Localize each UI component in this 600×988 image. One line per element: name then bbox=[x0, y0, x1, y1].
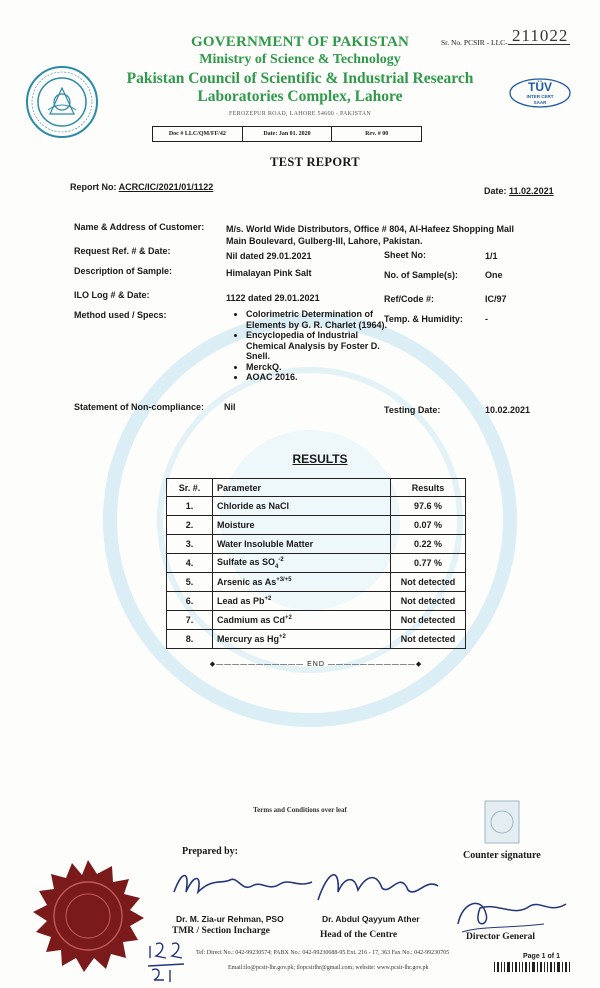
table-row bbox=[167, 554, 466, 573]
row-sr: 1. bbox=[167, 497, 213, 516]
official-stamp-icon bbox=[28, 856, 148, 976]
signature-3-icon bbox=[452, 888, 572, 936]
end-marker: ◆――――――――――― END ―――――――――――◆ bbox=[209, 661, 423, 668]
customer-address-line1: M/s. World Wide Distributors, Office # 804, Al-Hafeez Shopping Mall bbox=[226, 224, 514, 234]
serial-number-label: Sr. No. PCSIR - LLC- bbox=[441, 38, 508, 47]
testing-date-value: 10.02.2021 bbox=[485, 405, 531, 415]
tuv-subtext-2: SAAR bbox=[533, 100, 547, 105]
description-value: Himalayan Pink Salt bbox=[226, 268, 312, 278]
signatory-2-name: Dr. Abdul Qayyum Ather bbox=[322, 914, 420, 924]
parameter-subscript: 4 bbox=[275, 563, 279, 570]
customer-address-line2: Main Boulevard, Gulberg-III, Lahore, Pakistan. bbox=[226, 236, 423, 246]
row-parameter bbox=[213, 611, 391, 630]
temp-humidity-value: - bbox=[485, 314, 488, 324]
row-result: 0.07 % bbox=[391, 516, 466, 535]
report-number-row bbox=[70, 182, 213, 192]
end-text: END bbox=[307, 661, 325, 668]
table-row bbox=[167, 535, 466, 554]
table-row bbox=[167, 497, 466, 516]
row-parameter bbox=[213, 535, 391, 554]
serial-number-underline bbox=[508, 44, 570, 45]
table-row bbox=[167, 516, 466, 535]
row-parameter bbox=[213, 630, 391, 649]
parameter-text: Sulfate as SO bbox=[217, 556, 276, 567]
row-result: Not detected bbox=[391, 630, 466, 649]
row-sr: 7. bbox=[167, 611, 213, 630]
request-label: Request Ref. # & Date: bbox=[74, 246, 171, 256]
signatory-3-title: Director General bbox=[466, 932, 536, 942]
row-result: 97.6 % bbox=[391, 497, 466, 516]
parameter-superscript: +3/+5 bbox=[276, 577, 292, 583]
government-title: GOVERNMENT OF PAKISTAN bbox=[190, 34, 410, 50]
sheet-label: Sheet No: bbox=[384, 250, 427, 260]
signature-1-icon bbox=[168, 862, 318, 906]
terms-note: Terms and Conditions over leaf bbox=[253, 806, 347, 814]
document-control-box bbox=[152, 126, 422, 142]
parameter-text: Lead as Pb bbox=[217, 596, 265, 606]
testing-date-label: Testing Date: bbox=[384, 405, 441, 415]
row-parameter bbox=[213, 497, 391, 516]
header-sr: Sr. #. bbox=[167, 479, 213, 497]
signatory-1-title: TMR / Section Incharge bbox=[172, 926, 270, 936]
results-table bbox=[166, 478, 466, 649]
table-row bbox=[167, 573, 466, 592]
parameter-text: Cadmium as Cd bbox=[217, 615, 286, 625]
barcode-icon bbox=[494, 962, 570, 972]
contact-phone-line: Tel: Direct No.: 042-99230574; PABX No.: 042-99230688-95 Ext. 216 - 17, 363 Fax No.: 042-99230705 bbox=[196, 950, 450, 956]
tuv-logo-icon bbox=[509, 78, 571, 108]
row-sr: 2. bbox=[167, 516, 213, 535]
method-item: • Colorimetric Determination of Elements by G. R. Charlet (1964). bbox=[246, 309, 396, 330]
temp-humidity-label: Temp. & Humidity: bbox=[384, 314, 463, 324]
header-parameter: Parameter bbox=[213, 479, 391, 497]
ilo-label: ILO Log # & Date: bbox=[74, 290, 150, 300]
samples-label: No. of Sample(s): bbox=[384, 270, 459, 280]
row-sr: 4. bbox=[167, 554, 213, 573]
row-sr: 5. bbox=[167, 573, 213, 592]
method-label: Method used / Specs: bbox=[74, 310, 167, 320]
samples-value: One bbox=[485, 270, 503, 280]
description-label: Description of Sample: bbox=[74, 266, 173, 276]
report-title: TEST REPORT bbox=[270, 155, 360, 169]
table-row bbox=[167, 611, 466, 630]
parameter-text: Chloride as NaCl bbox=[217, 501, 290, 511]
ref-code-value: IC/97 bbox=[485, 294, 507, 304]
report-date-value: 11.02.2021 bbox=[509, 186, 554, 196]
ilo-value: 1122 dated 29.01.2021 bbox=[226, 293, 320, 303]
page-number: Page 1 of 1 bbox=[523, 953, 560, 960]
row-result: Not detected bbox=[391, 573, 466, 592]
row-parameter bbox=[213, 554, 391, 573]
prepared-by-label: Prepared by: bbox=[182, 846, 239, 857]
report-date-row bbox=[484, 186, 554, 196]
tuv-subtext-1: INTER CERT bbox=[526, 94, 554, 99]
signatory-2-title: Head of the Centre bbox=[320, 930, 398, 940]
method-item: • Encyclopedia of Industrial Chemical Analysis by Foster D. Snell. bbox=[246, 330, 396, 362]
method-list bbox=[226, 309, 396, 383]
results-title: RESULTS bbox=[292, 452, 348, 466]
row-parameter bbox=[213, 516, 391, 535]
request-value: Nil dated 29.01.2021 bbox=[226, 251, 312, 261]
noncompliance-label: Statement of Non-compliance: bbox=[74, 402, 205, 412]
parameter-superscript: +2 bbox=[285, 615, 292, 621]
signatory-1-name: Dr. M. Zia-ur Rehman, PSO bbox=[176, 914, 284, 924]
row-result: 0.77 % bbox=[391, 554, 466, 573]
sheet-value: 1/1 bbox=[485, 251, 498, 261]
parameter-superscript: -2 bbox=[278, 556, 284, 563]
header-results: Results bbox=[391, 479, 466, 497]
customer-label: Name & Address of Customer: bbox=[74, 222, 205, 232]
parameter-superscript: +2 bbox=[279, 634, 286, 640]
parameter-text: Water Insoluble Matter bbox=[217, 539, 314, 549]
council-title: Pakistan Council of Scientific & Industrial Research bbox=[126, 70, 474, 87]
parameter-superscript: +2 bbox=[264, 596, 272, 602]
row-result: Not detected bbox=[391, 611, 466, 630]
table-row bbox=[167, 592, 466, 611]
doc-revision: Rev. # 00 bbox=[365, 131, 389, 137]
row-result: Not detected bbox=[391, 592, 466, 611]
institute-address: FEROZEPUR ROAD, LAHORE 54600 - PAKISTAN bbox=[228, 111, 371, 117]
row-sr: 8. bbox=[167, 630, 213, 649]
signature-2-icon bbox=[312, 860, 452, 910]
method-item: • AOAC 2016. bbox=[246, 372, 396, 383]
doc-date: Date: Jan 01. 2020 bbox=[243, 127, 333, 141]
report-number-label: Report No: bbox=[70, 182, 117, 192]
laboratories-title: Laboratories Complex, Lahore bbox=[197, 88, 403, 105]
parameter-text: Moisture bbox=[217, 520, 255, 530]
report-number-value: ACRC/IC/2021/01/1122 bbox=[118, 182, 214, 192]
serial-number-value: 211022 bbox=[512, 26, 569, 45]
contact-email-line: Email:ilo@pcsir-lhr.gov.pk; ilopcsirlhr@gmail.com; website: www.pcsir-lhr.gov.pk bbox=[228, 965, 429, 971]
method-item: • MerckQ. bbox=[246, 362, 396, 373]
noncompliance-value: Nil bbox=[224, 402, 236, 412]
row-sr: 6. bbox=[167, 592, 213, 611]
parameter-text: Mercury as Hg bbox=[217, 634, 280, 644]
ref-code-label: Ref/Code #: bbox=[384, 294, 435, 304]
row-parameter bbox=[213, 573, 391, 592]
handwritten-date-icon bbox=[144, 936, 188, 984]
row-sr: 3. bbox=[167, 535, 213, 554]
counter-signature-label: Counter signature bbox=[463, 850, 541, 861]
doc-number: Doc # LLC/QM/FF/42 bbox=[153, 127, 243, 141]
row-result: 0.22 % bbox=[391, 535, 466, 554]
row-parameter bbox=[213, 592, 391, 611]
report-date-label: Date: bbox=[484, 186, 507, 196]
table-row bbox=[167, 630, 466, 649]
parameter-text: Arsenic as As bbox=[217, 577, 277, 587]
results-header-row bbox=[167, 479, 466, 497]
ministry-title: Ministry of Science & Technology bbox=[199, 52, 401, 67]
hologram-sticker-icon bbox=[484, 800, 520, 844]
tuv-brand-text: TÜV bbox=[528, 80, 552, 94]
